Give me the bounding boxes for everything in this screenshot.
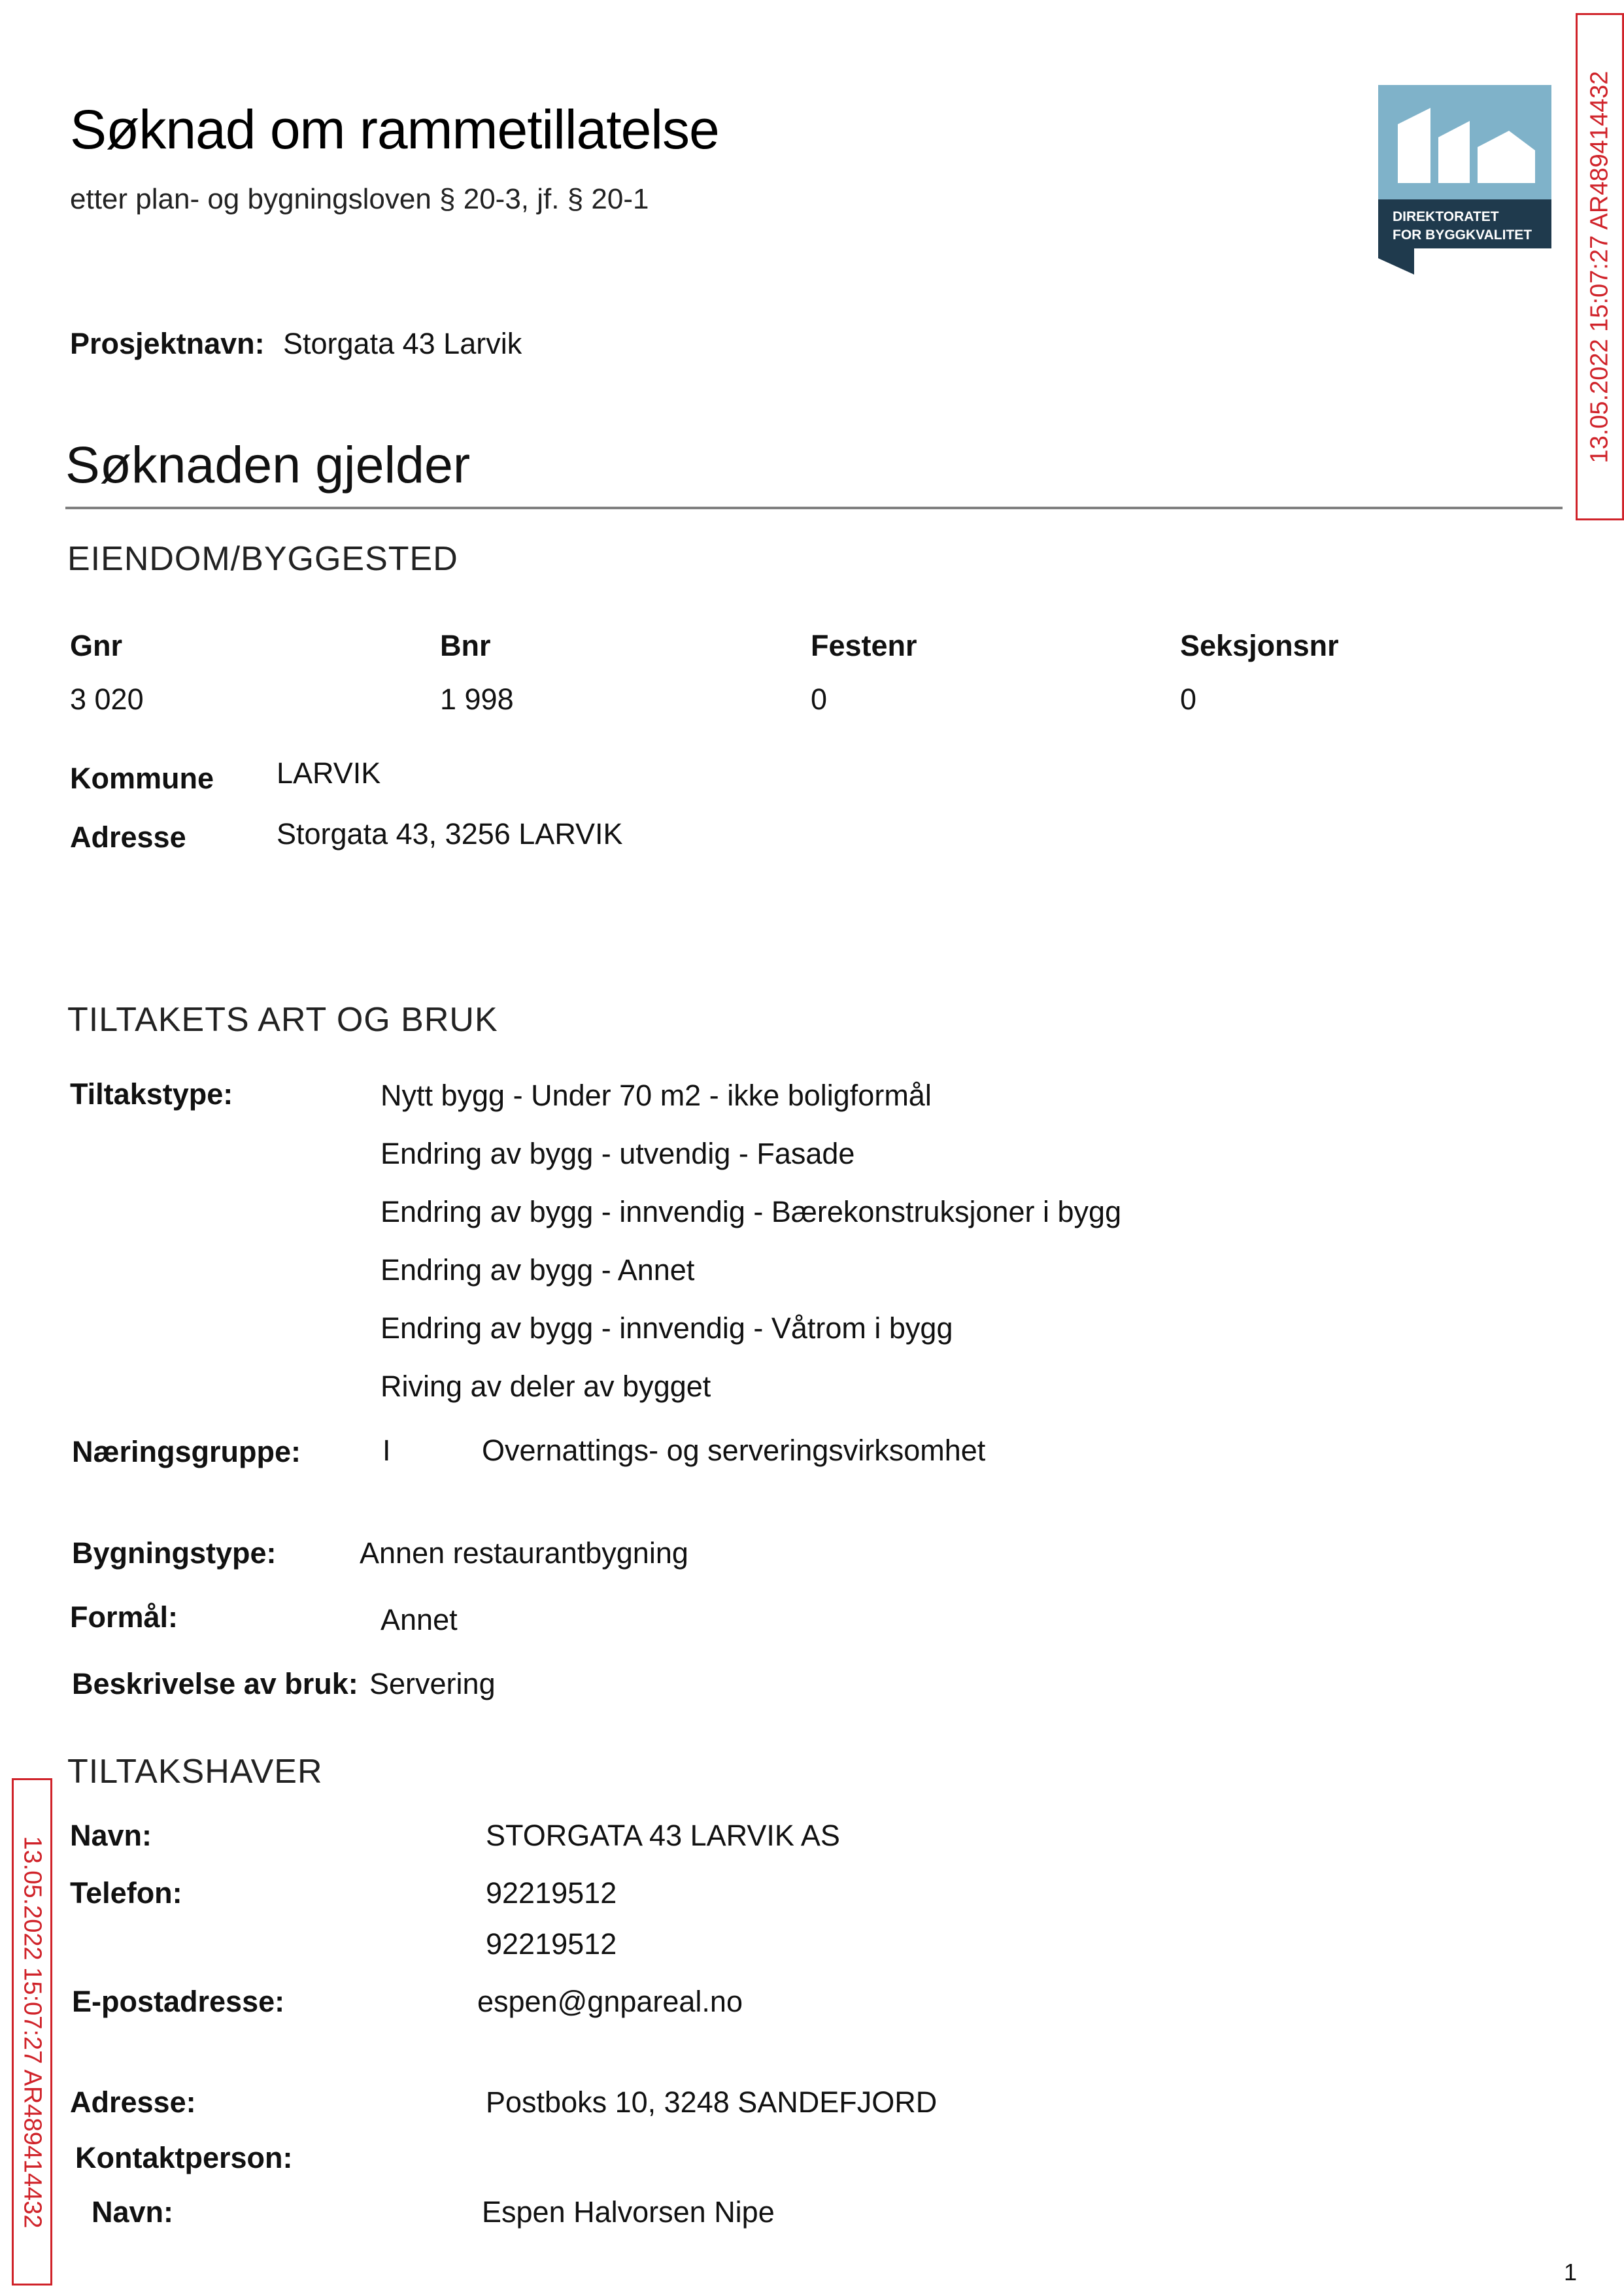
tiltakshaver-heading: TILTAKSHAVER [67,1753,323,1791]
formal-value: Annet [381,1603,458,1636]
naeringsgruppe-value: Overnattings- og serveringsvirksomhet [482,1434,986,1467]
receipt-stamp-side-text: 13.05.2022 15:07:27 AR489414432 [18,1835,46,2229]
tiltakshaver-navn-label: Navn: [70,1819,152,1852]
bnr-value: 1 998 [440,683,514,716]
adresse-value: Storgata 43, 3256 LARVIK [277,817,623,851]
tiltakshaver-adresse-value: Postboks 10, 3248 SANDEFJORD [486,2085,938,2119]
bygningstype-value: Annen restaurantbygning [360,1536,688,1570]
document-subtitle: etter plan- og bygningsloven § 20-3, jf. § 20-1 [70,183,649,215]
eiendom-heading: EIENDOM/BYGGESTED [67,540,458,578]
gnr-label: Gnr [70,629,123,662]
naeringsgruppe-label: Næringsgruppe: [72,1435,301,1468]
tiltakshaver-adresse-label: Adresse: [70,2085,196,2119]
tiltakstype-item: Endring av bygg - innvendig - Våtrom i bygg [381,1311,953,1345]
logo-text-line2: FOR BYGGKVALITET [1393,228,1532,243]
tiltakshaver-navn-value: STORGATA 43 LARVIK AS [486,1819,840,1852]
receipt-stamp-top [1576,13,1624,520]
logo-text-line1: DIREKTORATET [1393,209,1499,224]
tiltak-heading: TILTAKETS ART OG BRUK [67,1001,498,1039]
epost-value: espen@gnpareal.no [477,1985,743,2018]
kontaktperson-navn-label: Navn: [92,2195,174,2229]
formal-label: Formål: [70,1600,178,1634]
receipt-stamp-top-text: 13.05.2022 15:07:27 AR489414432 [1585,70,1614,464]
page-number: 1 [1564,2259,1578,2286]
dibk-logo [1378,85,1551,275]
seksjonsnr-value: 0 [1180,683,1197,716]
kontaktperson-label: Kontaktperson: [75,2141,293,2174]
kommune-label: Kommune [70,762,214,795]
telefon-label: Telefon: [70,1876,182,1910]
gnr-value: 3 020 [70,683,144,716]
festenr-value: 0 [811,683,828,716]
telefon-value-2: 92219512 [486,1927,617,1961]
adresse-label: Adresse [70,820,186,854]
kommune-value: LARVIK [277,756,381,790]
document-title: Søknad om rammetillatelse [70,99,719,160]
bygningstype-label: Bygningstype: [72,1536,277,1570]
bnr-label: Bnr [440,629,491,662]
tiltakstype-item: Endring av bygg - innvendig - Bærekonstruksjoner i bygg [381,1195,1122,1228]
festenr-label: Festenr [811,629,917,662]
project-value: Storgata 43 Larvik [283,327,522,360]
bruk-label: Beskrivelse av bruk: [72,1667,358,1700]
tiltakstype-item: Nytt bygg - Under 70 m2 - ikke boligformål [381,1079,932,1112]
epost-label: E-postadresse: [72,1985,285,2018]
receipt-stamp-side [12,1778,52,2286]
tiltakstype-item: Riving av deler av bygget [381,1370,711,1403]
project-label: Prosjektnavn: [70,327,265,360]
seksjonsnr-label: Seksjonsnr [1180,629,1339,662]
naeringsgruppe-code: I [382,1434,391,1467]
tiltakstype-item: Endring av bygg - utvendig - Fasade [381,1137,855,1170]
tiltakstype-item: Endring av bygg - Annet [381,1253,695,1287]
section-title: Søknaden gjelder [65,435,471,494]
bruk-value: Servering [369,1667,496,1700]
telefon-value: 92219512 [486,1876,617,1910]
tiltakstype-label: Tiltakstype: [70,1077,233,1111]
section-divider [65,507,1563,509]
kontaktperson-navn-value: Espen Halvorsen Nipe [482,2195,775,2229]
dibk-logo-icon [1378,85,1551,275]
